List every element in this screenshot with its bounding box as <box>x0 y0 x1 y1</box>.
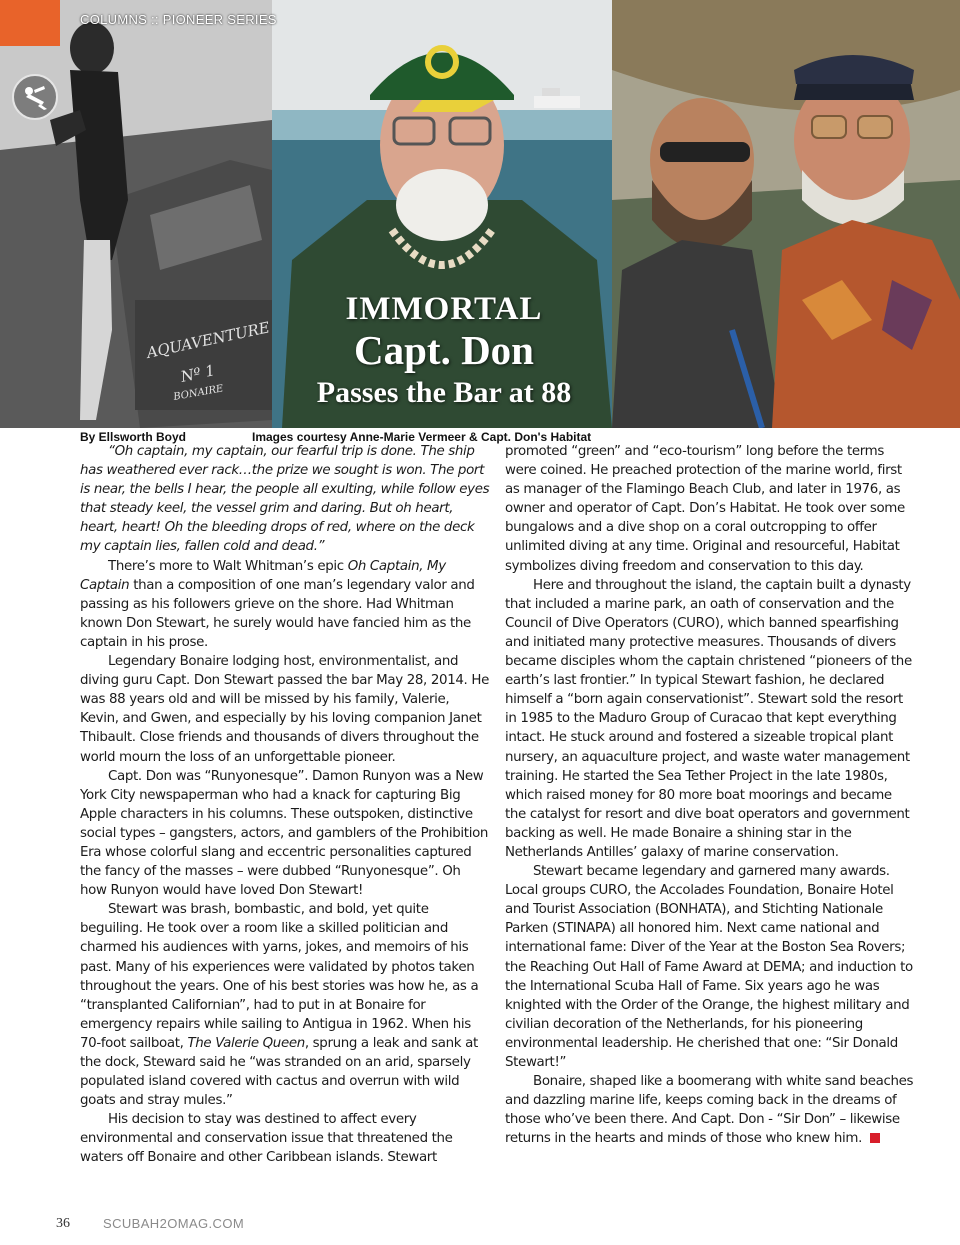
photo-caption-line2: Nº 1 <box>179 361 217 386</box>
byline-image-credit: Images courtesy Anne-Marie Vermeer & Capt. Don's Habitat <box>252 430 592 444</box>
boat-name: The Valerie Queen <box>187 1035 305 1051</box>
headline-title: Capt. Don <box>354 327 534 373</box>
photo-two-men <box>612 0 960 428</box>
poem-title: Oh Captain, My Captain <box>80 558 446 593</box>
body-paragraph: Legendary Bonaire lodging host, environmentalist, and diving guru Capt. Don Stewart passed the bar May 28, 2014. He was 88 years old and will be missed by his family, Valerie, Kevin, and Gwen, and especially by his loving companion Janet Thibault. Close friends and thousands of divers throughout the world mourn the loss of an unforgettable pioneer. <box>80 654 489 765</box>
end-of-article-mark <box>870 1133 880 1143</box>
body-paragraph: Stewart became legendary and garnered many awards. Local groups CURO, the Accolades Foundation, Bonaire Hotel and Tourist Association (BONHATA), and Stichting Nationale Parken (STINAPA) all honored him. Next came national and international fame: Diver of the Year at the Boston Sea Rovers; the Reaching Out Hall of Fame Award at DEMA; and induction to the International Scuba Hall of Fame. Six years ago he was knighted with the Order of the Orange, the highest military and civilian decoration of the Netherlands, for his pioneering environmental leadership. He cherished that one: “Sir Donald Stewart!” <box>505 864 913 1070</box>
scuba-diver-icon-glyph <box>20 82 50 112</box>
body-paragraph: His decision to stay was destined to affect every environmental and conservation issue that threatened the waters off Bonaire and other Caribbean islands. Stewart <box>80 1112 453 1166</box>
paragraph-text: , sprung a leak and sank at the dock, Steward said he “was stranded on an arid, sparsely populated island covered with cactus and overrun with wild goats and stray mules.” <box>80 1035 478 1109</box>
paragraph-text: Bonaire, shaped like a boomerang with white sand beaches and dazzling marine life, keeps coming back in the dreams of those who’ve been there. And Capt. Don - “Sir Don” – likewise returns in the hearts and minds of those who knew him. <box>505 1074 914 1147</box>
section-color-tab <box>0 0 60 46</box>
two-men-illustration <box>612 0 960 428</box>
article-headline <box>296 290 592 412</box>
continued-paragraph: promoted “green” and “eco-tourism” long before the terms were coined. He preached protection of the marine world, first as manager of the Flamingo Beach Club, and later in 1976, as owner and operator of Capt. Don’s Habitat. He took over some bungalows and a dive shop on a coral outcropping to offer unlimited diving at any time. Original and resourceful, Habitat symbolizes diving freedom and conservation to this day. <box>505 444 905 574</box>
paragraph-text: There’s more to Walt Whitman’s epic <box>108 558 348 574</box>
headline-kicker: IMMORTAL <box>345 291 543 327</box>
paragraph-text: than a composition of one man’s legendary valor and passing as his followers grieve on the shore. Had Whitman known Don Stewart, he surely would have fancied him as the captain in his prose. <box>80 577 475 650</box>
header-photo-band <box>0 0 960 428</box>
body-paragraph: Here and throughout the island, the captain built a dynasty that included a marine park, an oath of conservation and the Council of Dive Operators (CURO), which banned spearfishing and initiated many protective measures. Thousands of divers became disciples whom the captain christened “pioneers of the earth’s last frontier.” In typical Stewart fashion, he declared himself a “born again conservationist”. Stewart sold the resort in 1985 to the Maduro Group of Curacao that kept everything intact. He stuck around and fostered a sizeable tropical plant nursery, an aquaculture project, and waste water management training. He started the Sea Tether Project in the late 1980s, which raised money for 80 more boat moorings and became the catalyst for resort and dive boat operators and government backing as well. He made Bonaire a shining star in the Netherlands Antilles’ galaxy of marine conservation. <box>505 577 912 860</box>
body-paragraph: Capt. Don was “Runyonesque”. Damon Runyon was a New York City newspaperman who had a knack for capturing Big Apple characters in his columns. These outspoken, distinctive social types – gangsters, actors, and gamblers of the Prohibition Era whose colorful slang and eccentric personalities captured the fancy of the masses – were dubbed “Runyonesque”. Oh how Runyon would have loved Don Stewart! <box>80 768 489 899</box>
photo-caption-line1: AQUAVENTURE <box>145 318 272 362</box>
section-series-label: COLUMNS :: PIONEER SERIES <box>80 12 277 27</box>
headline-subtitle: Passes the Bar at 88 <box>316 376 572 409</box>
article-column-left <box>80 442 490 1168</box>
scuba-diver-icon <box>12 74 58 120</box>
photo-caption-line3: BONAIRE <box>172 383 225 403</box>
body-paragraph <box>80 900 490 1110</box>
closing-paragraph <box>505 1072 915 1148</box>
page-number: 36 <box>56 1216 70 1231</box>
magazine-website[interactable]: SCUBAH2OMAG.COM <box>103 1216 245 1231</box>
paragraph-text: Stewart was brash, bombastic, and bold, yet quite beguiling. He took over a room like a skilled politician and charmed his audiences with yarns, jokes, and memoirs of his past. Many of his experiences were validated by photos taken throughout the years. One of his best stories was how he, as a “transplanted Californian”, had to put in at Bonaire for emergency repairs while sailing to Antigua in 1962. When his 70-foot sailboat, <box>80 902 479 1051</box>
opening-quote-paragraph: “Oh captain, my captain, our fearful trip is done. The ship has weathered ever rack…the prize we sought is won. The port is near, the bells I hear, the people all exulting, while follow eyes that steady keel, the vessel grim and daring. But oh heart, heart, heart! Oh the bleeding drops of red, where on the deck my captain lies, fallen cold and dead.” <box>80 444 490 555</box>
article-column-right <box>505 442 915 1148</box>
photo-diver-with-car <box>0 0 272 428</box>
diver-illustration <box>0 0 272 428</box>
byline-author: By Ellsworth Boyd <box>80 430 187 444</box>
body-paragraph <box>80 557 490 652</box>
